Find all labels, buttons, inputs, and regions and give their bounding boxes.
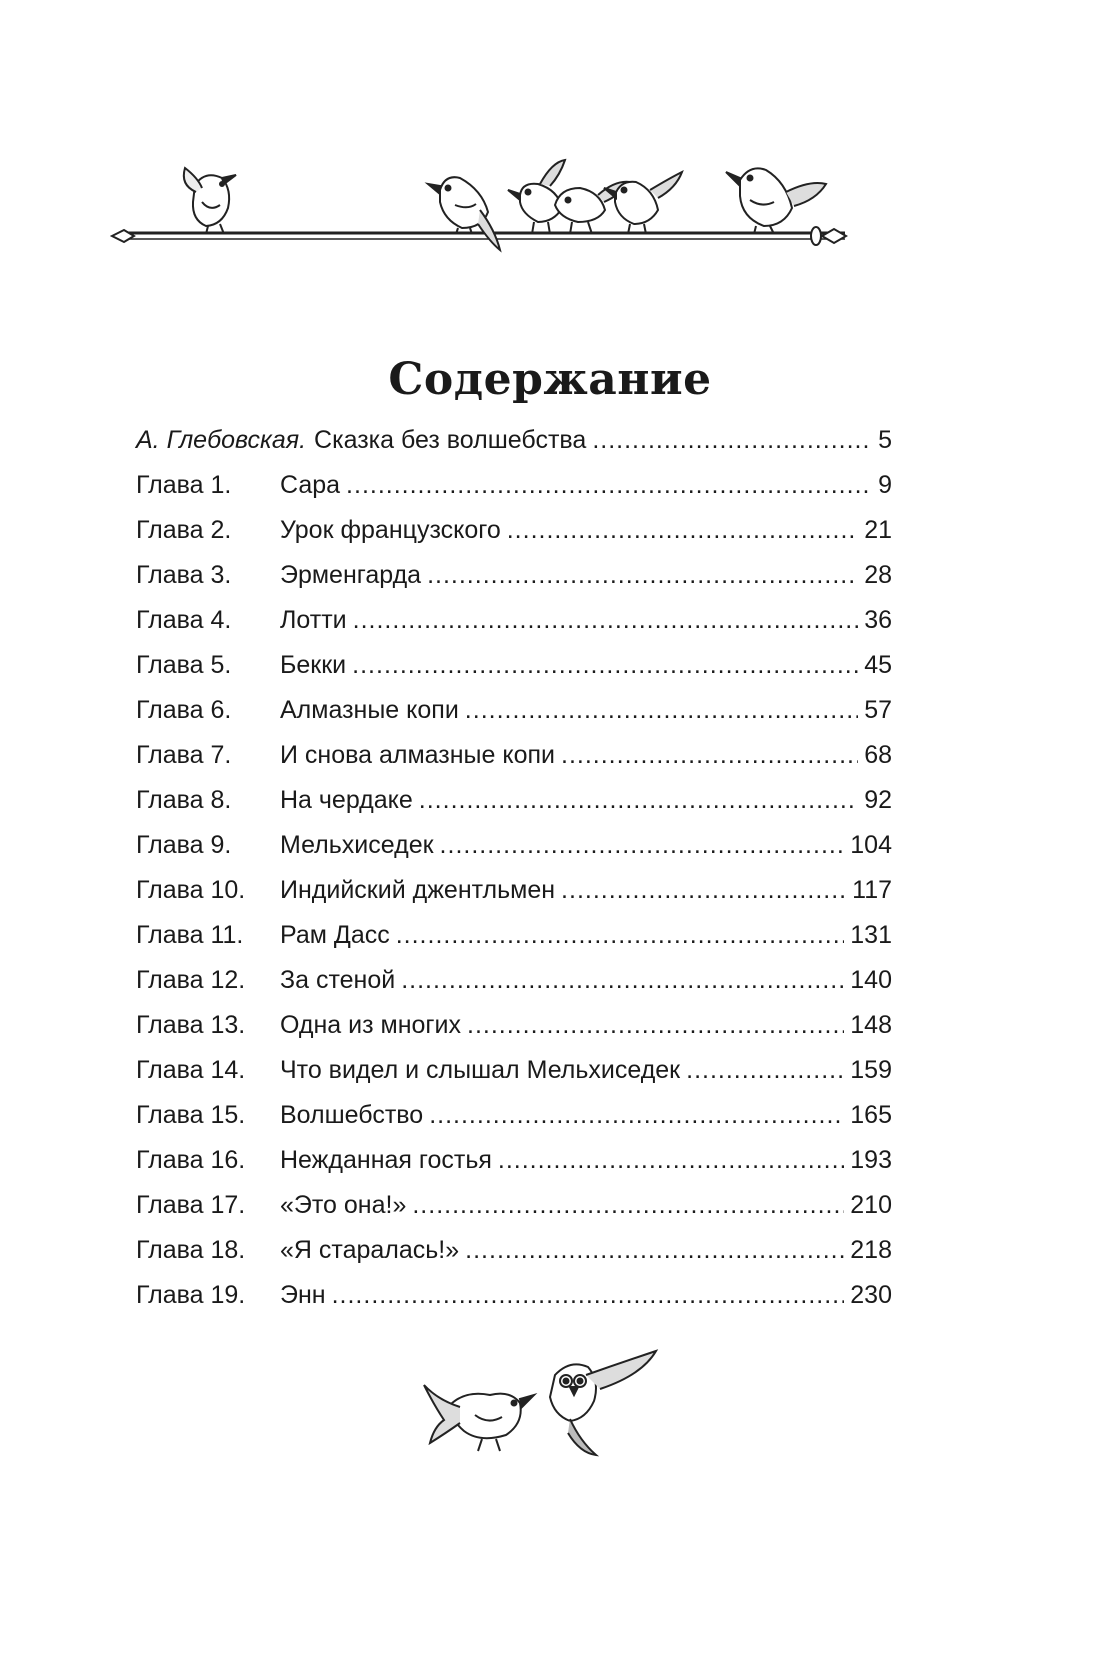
chapter-title: Индийский джентльмен bbox=[280, 876, 556, 904]
chapter-number: Глава 11. bbox=[136, 921, 244, 949]
toc-chapter-row[interactable] bbox=[136, 733, 892, 778]
dot-leader bbox=[440, 823, 845, 868]
chapter-number: Глава 7. bbox=[136, 741, 232, 769]
toc-chapter-row[interactable] bbox=[136, 913, 892, 958]
chapter-page: 57 bbox=[864, 696, 892, 724]
chapter-number: Глава 18. bbox=[136, 1236, 246, 1264]
chapter-page: 131 bbox=[850, 921, 892, 949]
chapter-page: 140 bbox=[850, 966, 892, 994]
dot-leader bbox=[561, 733, 858, 778]
chapter-number: Глава 13. bbox=[136, 1011, 246, 1039]
chapter-title: Сара bbox=[280, 471, 341, 499]
foreword-page: 5 bbox=[878, 426, 892, 454]
chapter-title: «Я старалась!» bbox=[280, 1236, 460, 1264]
toc-chapter-row[interactable] bbox=[136, 553, 892, 598]
toc-chapter-row[interactable] bbox=[136, 958, 892, 1003]
chapter-title: На чердаке bbox=[280, 786, 413, 814]
chapter-page: 45 bbox=[864, 651, 892, 679]
foreword-author: А. Глебовская. bbox=[136, 426, 307, 454]
dot-leader bbox=[412, 1183, 844, 1228]
chapter-page: 28 bbox=[864, 561, 892, 589]
chapter-number: Глава 8. bbox=[136, 786, 232, 814]
chapter-title: Бекки bbox=[280, 651, 347, 679]
chapter-number: Глава 16. bbox=[136, 1146, 246, 1174]
dot-leader bbox=[401, 958, 844, 1003]
toc-chapter-row[interactable] bbox=[136, 463, 892, 508]
toc-chapter-row[interactable] bbox=[136, 598, 892, 643]
chapter-number: Глава 5. bbox=[136, 651, 232, 679]
chapter-title: Энн bbox=[280, 1281, 326, 1309]
chapter-page: 36 bbox=[864, 606, 892, 634]
sparrows-on-rod-illustration bbox=[110, 150, 930, 280]
dot-leader bbox=[346, 463, 872, 508]
chapter-page: 92 bbox=[864, 786, 892, 814]
toc-chapter-row[interactable] bbox=[136, 643, 892, 688]
chapter-number: Глава 9. bbox=[136, 831, 232, 859]
page-title: Содержание bbox=[388, 354, 712, 406]
toc-chapter-row[interactable] bbox=[136, 1003, 892, 1048]
dot-leader bbox=[498, 1138, 844, 1183]
toc-chapter-row[interactable] bbox=[136, 1093, 892, 1138]
chapter-page: 165 bbox=[850, 1101, 892, 1129]
toc-chapter-row[interactable] bbox=[136, 688, 892, 733]
chapter-title: «Это она!» bbox=[280, 1191, 407, 1219]
chapter-page: 193 bbox=[850, 1146, 892, 1174]
dot-leader bbox=[427, 553, 858, 598]
toc-chapter-row[interactable] bbox=[136, 1048, 892, 1093]
toc-chapter-row[interactable] bbox=[136, 1138, 892, 1183]
toc-chapter-row[interactable] bbox=[136, 823, 892, 868]
chapter-page: 104 bbox=[850, 831, 892, 859]
chapter-number: Глава 6. bbox=[136, 696, 232, 724]
dot-leader bbox=[429, 1093, 844, 1138]
dot-leader bbox=[396, 913, 845, 958]
chapter-page: 21 bbox=[864, 516, 892, 544]
toc-chapter-row[interactable] bbox=[136, 868, 892, 913]
dot-leader bbox=[592, 418, 872, 463]
dot-leader bbox=[561, 868, 846, 913]
chapter-number: Глава 12. bbox=[136, 966, 246, 994]
chapter-page: 68 bbox=[864, 741, 892, 769]
chapter-page: 210 bbox=[850, 1191, 892, 1219]
chapter-title: Одна из многих bbox=[280, 1011, 461, 1039]
chapter-page: 9 bbox=[878, 471, 892, 499]
dot-leader bbox=[353, 598, 859, 643]
chapter-number: Глава 4. bbox=[136, 606, 232, 634]
chapter-page: 230 bbox=[850, 1281, 892, 1309]
toc-chapter-row[interactable] bbox=[136, 508, 892, 553]
toc-chapter-row[interactable] bbox=[136, 778, 892, 823]
chapter-page: 117 bbox=[852, 876, 892, 904]
dot-leader bbox=[465, 1228, 844, 1273]
sparrow-icon bbox=[508, 160, 565, 234]
sparrow-icon bbox=[726, 168, 826, 234]
chapter-title: Нежданная гостья bbox=[280, 1146, 492, 1174]
dot-leader bbox=[419, 778, 858, 823]
toc-chapter-row[interactable] bbox=[136, 1183, 892, 1228]
chapter-number: Глава 14. bbox=[136, 1056, 246, 1084]
dot-leader bbox=[332, 1273, 845, 1318]
chapter-number: Глава 10. bbox=[136, 876, 246, 904]
chapter-page: 159 bbox=[850, 1056, 892, 1084]
chapter-title: Что видел и слышал Мельхиседек bbox=[280, 1056, 681, 1084]
chapter-title: Мельхиседек bbox=[280, 831, 434, 859]
foreword-title: Сказка без волшебства bbox=[314, 426, 587, 454]
two-sparrows-illustration bbox=[420, 1345, 690, 1475]
chapter-page: 218 bbox=[850, 1236, 892, 1264]
dot-leader bbox=[507, 508, 858, 553]
chapter-title: И снова алмазные копи bbox=[280, 741, 555, 769]
chapter-number: Глава 1. bbox=[136, 471, 232, 499]
sparrow-icon bbox=[184, 168, 236, 234]
chapter-number: Глава 2. bbox=[136, 516, 232, 544]
sparrow-icon bbox=[550, 1351, 656, 1455]
table-of-contents bbox=[136, 418, 892, 1318]
chapter-title: Рам Дасс bbox=[280, 921, 390, 949]
dot-leader bbox=[686, 1048, 844, 1093]
chapter-title: Алмазные копи bbox=[280, 696, 459, 724]
chapter-number: Глава 15. bbox=[136, 1101, 246, 1129]
toc-chapter-row[interactable] bbox=[136, 1273, 892, 1318]
sparrow-icon bbox=[604, 172, 682, 234]
dot-leader bbox=[465, 688, 858, 733]
dot-leader bbox=[352, 643, 858, 688]
chapter-number: Глава 3. bbox=[136, 561, 232, 589]
chapter-number: Глава 19. bbox=[136, 1281, 246, 1309]
chapter-title: За стеной bbox=[280, 966, 396, 994]
chapter-title: Лотти bbox=[280, 606, 347, 634]
sparrow-icon bbox=[424, 1385, 534, 1451]
chapter-title: Урок французского bbox=[280, 516, 501, 544]
chapter-page: 148 bbox=[850, 1011, 892, 1039]
chapter-title: Волшебство bbox=[280, 1101, 424, 1129]
toc-foreword-row[interactable] bbox=[136, 418, 892, 463]
dot-leader bbox=[467, 1003, 844, 1048]
toc-chapter-row[interactable] bbox=[136, 1228, 892, 1273]
chapter-title: Эрменгарда bbox=[280, 561, 422, 589]
chapter-number: Глава 17. bbox=[136, 1191, 246, 1219]
